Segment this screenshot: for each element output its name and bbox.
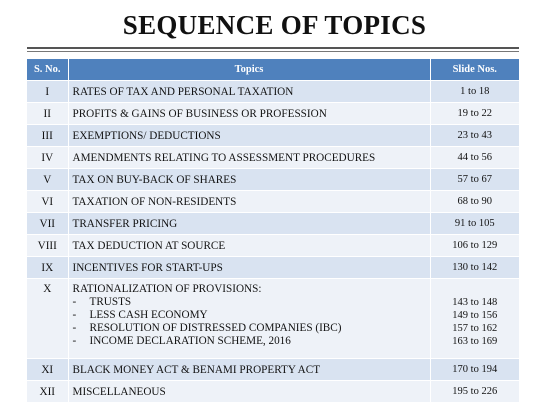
sub-topic-label: RESOLUTION OF DISTRESSED COMPANIES (IBC): [89, 322, 342, 334]
row-sno: II: [27, 103, 68, 125]
row-topic: RATES OF TAX AND PERSONAL TAXATION: [68, 81, 430, 103]
table-row: [27, 147, 519, 169]
row-sno: VII: [27, 213, 68, 235]
row-slides: 195 to 226: [430, 381, 519, 403]
row-slides: 170 to 194: [430, 359, 519, 381]
row-sno: III: [27, 125, 68, 147]
table-row: [27, 257, 519, 279]
list-item: [73, 335, 426, 348]
row-topic: RATIONALIZATION OF PROVISIONS:: [72, 283, 262, 295]
table-row: [27, 381, 519, 403]
table-row: [27, 169, 519, 191]
list-item: [73, 309, 426, 322]
header-topics: Topics: [68, 59, 430, 81]
dash-bullet: -: [72, 309, 77, 321]
row-topic: TAXATION OF NON-RESIDENTS: [68, 191, 430, 213]
row-sno: V: [27, 169, 68, 191]
dash-bullet: -: [72, 296, 77, 308]
table-row: [27, 103, 519, 125]
sub-topic-slides: 149 to 156: [452, 310, 498, 321]
row-slides: 106 to 129: [430, 235, 519, 257]
row-topic: EXEMPTIONS/ DEDUCTIONS: [68, 125, 430, 147]
row-topic: AMENDMENTS RELATING TO ASSESSMENT PROCEDURES: [68, 147, 430, 169]
row-sno: IX: [27, 257, 68, 279]
dash-bullet: -: [72, 335, 77, 347]
header-slides: Slide Nos.: [430, 59, 519, 81]
row-slides: 1 to 18: [430, 81, 519, 103]
row-slides: 19 to 22: [430, 103, 519, 125]
row-slides: 57 to 67: [430, 169, 519, 191]
row-sno: VI: [27, 191, 68, 213]
list-item: [73, 296, 426, 309]
row-sno: X: [27, 279, 68, 359]
row-slides: 68 to 90: [430, 191, 519, 213]
row-slides: 130 to 142: [430, 257, 519, 279]
row-topic: BLACK MONEY ACT & BENAMI PROPERTY ACT: [68, 359, 430, 381]
row-sno: XI: [27, 359, 68, 381]
row-sno: VIII: [27, 235, 68, 257]
page-title: SEQUENCE OF TOPICS: [122, 10, 427, 40]
topics-table: [27, 59, 519, 402]
row-topic: TAX ON BUY-BACK OF SHARES: [68, 169, 430, 191]
table-row: [27, 359, 519, 381]
dash-bullet: -: [72, 322, 77, 334]
sub-topic-label: TRUSTS: [89, 296, 132, 308]
sub-topic-slides: 157 to 162: [452, 323, 498, 334]
row-slides: 44 to 56: [430, 147, 519, 169]
table-row: [27, 279, 519, 359]
table-row: [27, 235, 519, 257]
row-topic: PROFITS & GAINS OF BUSINESS OR PROFESSION: [68, 103, 430, 125]
table-row: [27, 125, 519, 147]
sub-topic-slides: 163 to 169: [452, 336, 498, 347]
row-topic-group: [68, 279, 430, 359]
row-topic: TAX DEDUCTION AT SOURCE: [68, 235, 430, 257]
title-divider-thick: [27, 47, 519, 49]
row-sno: I: [27, 81, 68, 103]
row-topic: INCENTIVES FOR START-UPS: [68, 257, 430, 279]
row-topic: TRANSFER PRICING: [68, 213, 430, 235]
table-row: [27, 213, 519, 235]
sub-topic-slides: 143 to 148: [452, 297, 498, 308]
sub-topic-label: LESS CASH ECONOMY: [89, 309, 208, 321]
title-divider-thin: [27, 51, 519, 52]
row-slides: 23 to 43: [430, 125, 519, 147]
table-row: [27, 191, 519, 213]
row-slides-group: [430, 279, 519, 359]
row-slides: 91 to 105: [430, 213, 519, 235]
sub-topic-label: INCOME DECLARATION SCHEME, 2016: [89, 335, 291, 347]
row-topic: MISCELLANEOUS: [68, 381, 430, 403]
header-sno: S. No.: [27, 59, 68, 81]
row-sno: XII: [27, 381, 68, 403]
list-item: [73, 322, 426, 335]
row-sno: IV: [27, 147, 68, 169]
table-header-row: [27, 59, 519, 81]
table-row: [27, 81, 519, 103]
